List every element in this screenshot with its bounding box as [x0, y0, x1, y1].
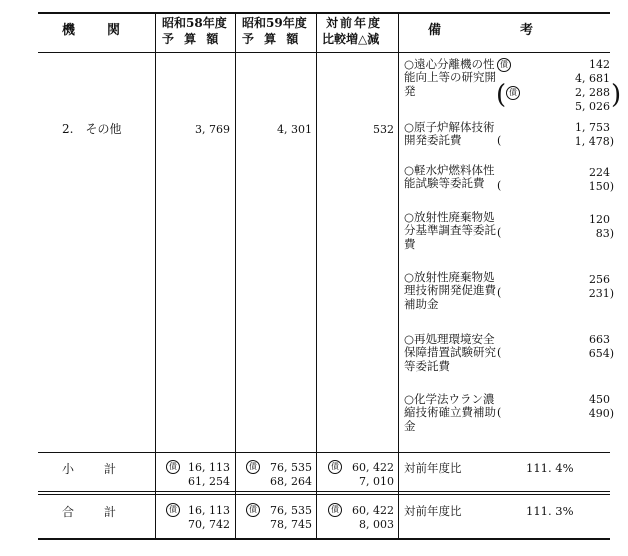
- total-top-rule: [38, 491, 610, 492]
- remark4-amount-prev: 83): [595, 227, 614, 240]
- header-agency: 機 関: [62, 23, 123, 38]
- remark1-open-paren: (: [496, 80, 507, 110]
- col-divider-3: [316, 12, 317, 540]
- row-other-budget59: 4, 301: [277, 123, 312, 136]
- subtotal-ratio-label: 対前年度比: [404, 461, 462, 475]
- total-change: 8, 003: [359, 518, 394, 531]
- remark1-close-paren: ): [611, 80, 622, 110]
- row-other-label: 2. その他: [62, 122, 122, 136]
- subtotal-budget59: 68, 264: [270, 475, 312, 488]
- col-divider-2: [235, 12, 236, 540]
- remark-item-6: ○再処理環境安全保障措置試験研究等委託費: [404, 332, 496, 373]
- total-label: 合 計: [62, 505, 119, 519]
- remark-item-1: ○遠心分離機の性能向上等の研究開発: [404, 57, 496, 98]
- bond-mark-subtotal-58: 債: [166, 460, 180, 474]
- remark1-bond-amount: 142: [589, 58, 610, 71]
- remark-item-4: ○放射性廃棄物処分基準調査等委託費: [404, 210, 496, 251]
- subtotal-ratio: 111. 4%: [526, 461, 574, 475]
- remark-item-5: ○放射性廃棄物処理技術開発促進費補助金: [404, 270, 496, 311]
- subtotal-top-rule: [38, 452, 610, 453]
- bond-mark-total-58: 債: [166, 503, 180, 517]
- total-budget59: 78, 745: [270, 518, 312, 531]
- remark5-open-paren: (: [497, 286, 502, 299]
- remark-item-7: ○化学法ウラン濃縮技術確立費補助金: [404, 392, 496, 433]
- table-top-rule: [38, 12, 610, 14]
- remark6-amount-prev: 654): [588, 347, 614, 360]
- header-remarks-right: 考: [520, 23, 534, 38]
- remark5-amount-prev: 231): [588, 287, 614, 300]
- header-budget58-line1: 昭和58年度: [162, 16, 227, 30]
- remark-item-2: ○原子炉解体技術開発委託費: [404, 120, 495, 148]
- bond-mark-subtotal-chg: 債: [328, 460, 342, 474]
- total-budget58-bond: 16, 113: [188, 504, 230, 517]
- header-budget59-line2: 予 算 額: [242, 32, 302, 46]
- total-change-bond: 60, 422: [352, 504, 394, 517]
- header-comparison-line2: 比較増△減: [322, 32, 380, 46]
- col-divider-4: [398, 12, 399, 540]
- remark3-amount-prev: 150): [588, 180, 614, 193]
- remark4-open-paren: (: [497, 226, 502, 239]
- remark2-open-paren: (: [497, 134, 502, 147]
- header-budget58-line2: 予 算 額: [162, 32, 222, 46]
- subtotal-budget58-bond: 16, 113: [188, 461, 230, 474]
- bond-mark-total-59: 債: [246, 503, 260, 517]
- total-ratio: 111. 3%: [526, 504, 574, 518]
- remark2-amount: 1, 753: [575, 121, 610, 134]
- subtotal-budget59-bond: 76, 535: [270, 461, 312, 474]
- remark5-amount: 256: [589, 273, 610, 286]
- remark7-open-paren: (: [497, 406, 502, 419]
- bond-mark-remark1: 債: [497, 58, 511, 72]
- remark3-open-paren: (: [497, 179, 502, 192]
- bond-mark-subtotal-59: 債: [246, 460, 260, 474]
- header-comparison-line1: 対前年度: [326, 16, 383, 30]
- remark1-amount: 4, 681: [575, 72, 610, 85]
- header-bottom-rule: [38, 52, 610, 53]
- bond-mark-total-chg: 債: [328, 503, 342, 517]
- total-top-rule-2: [38, 494, 610, 495]
- bond-mark-remark1b: 債: [506, 86, 520, 100]
- header-remarks-left: 備: [428, 23, 442, 38]
- subtotal-budget58: 61, 254: [188, 475, 230, 488]
- remark7-amount: 450: [589, 393, 610, 406]
- subtotal-label: 小 計: [62, 462, 119, 476]
- remark-item-3: ○軽水炉燃料体性能試験等委託費: [404, 163, 495, 191]
- remark6-open-paren: (: [497, 346, 502, 359]
- remark2-amount-prev: 1, 478): [574, 135, 614, 148]
- total-ratio-label: 対前年度比: [404, 504, 462, 518]
- total-budget59-bond: 76, 535: [270, 504, 312, 517]
- col-divider-1: [155, 12, 156, 540]
- remark1-bond-amount-prev: 2, 288: [575, 86, 610, 99]
- remark7-amount-prev: 490): [588, 407, 614, 420]
- subtotal-change-bond: 60, 422: [352, 461, 394, 474]
- remark6-amount: 663: [589, 333, 610, 346]
- header-budget59-line1: 昭和59年度: [242, 16, 307, 30]
- row-other-change: 532: [373, 123, 394, 136]
- table-bottom-rule: [38, 538, 610, 540]
- row-other-budget58: 3, 769: [195, 123, 230, 136]
- remark4-amount: 120: [589, 213, 610, 226]
- remark1-amount-prev: 5, 026: [575, 100, 610, 113]
- remark3-amount: 224: [589, 166, 610, 179]
- total-budget58: 70, 742: [188, 518, 230, 531]
- subtotal-change: 7, 010: [359, 475, 394, 488]
